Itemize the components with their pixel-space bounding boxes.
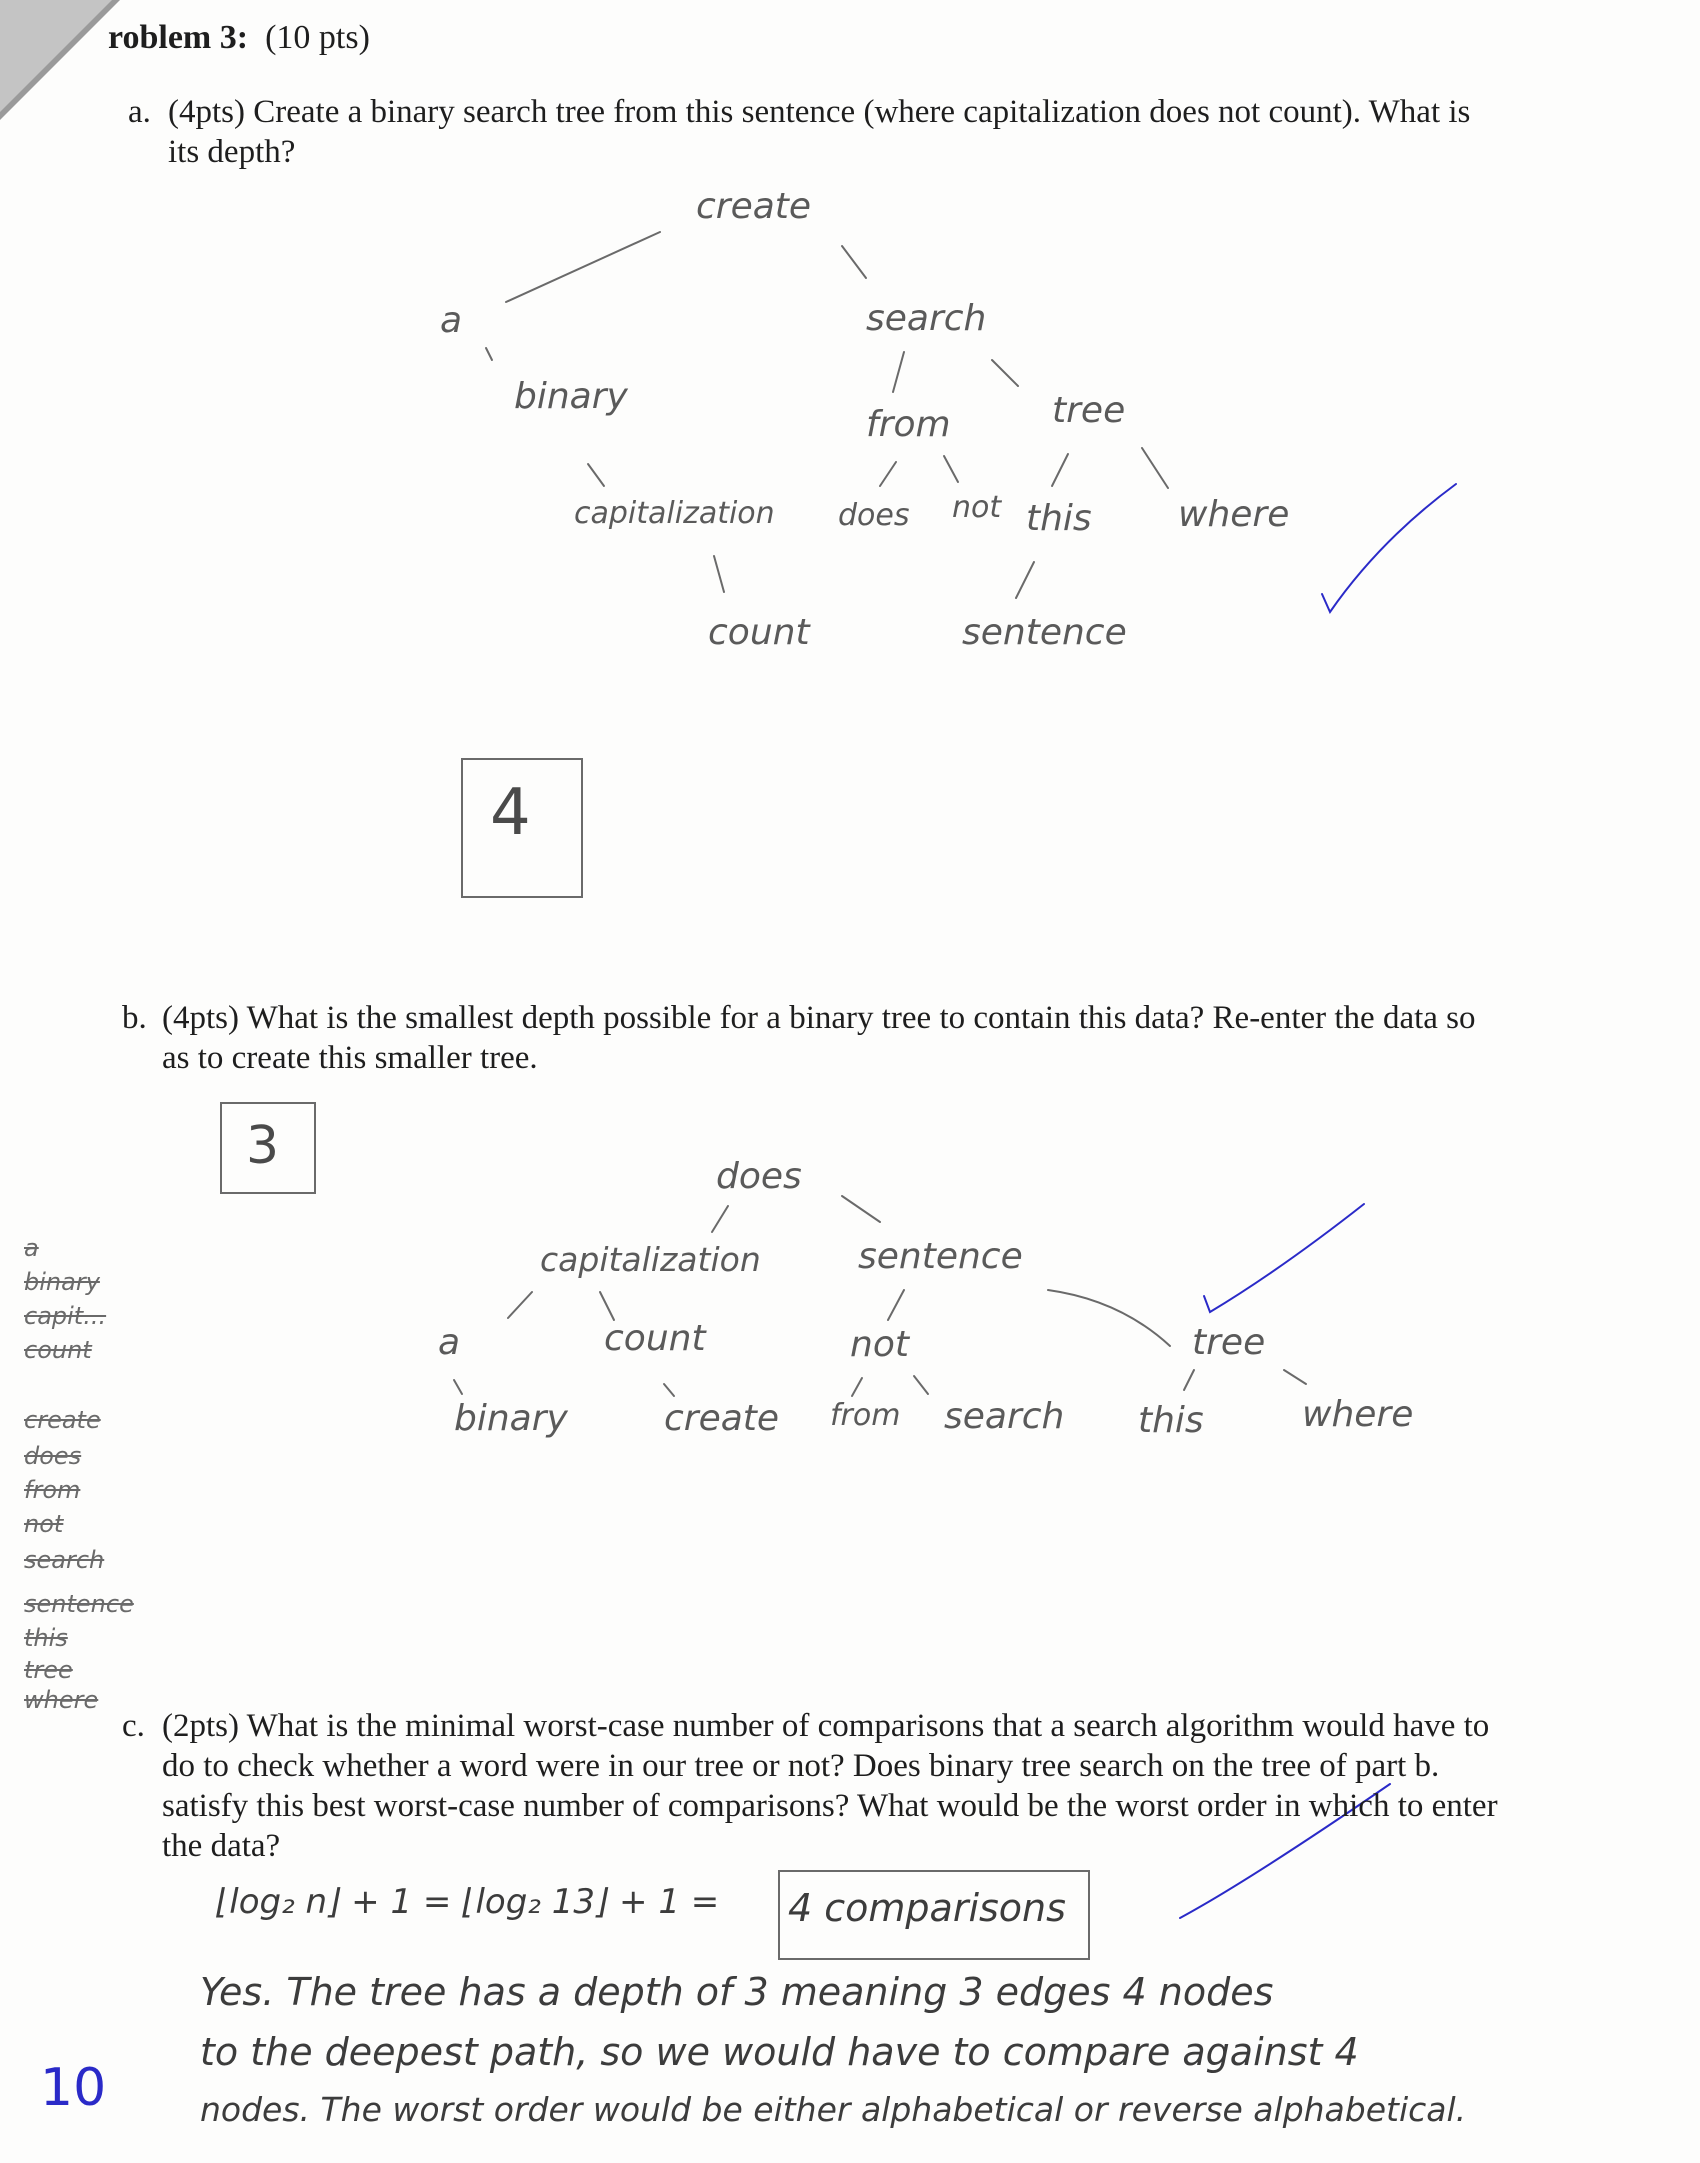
edge-capitalization-count [600,1292,614,1320]
tree-a-node-sentence: sentence [962,612,1127,653]
formula-result: 4 comparisons [788,1886,1066,1930]
edge-sentence-tree [1048,1290,1170,1346]
crossed-word: where [24,1686,99,1714]
edge-tree-this [1052,454,1068,486]
edge-not-search [914,1376,928,1394]
part-c-label: c. [122,1708,145,1744]
tree-b-node-search: search [944,1396,1065,1437]
crossed-word: this [24,1624,68,1652]
edge-count-create [664,1384,674,1396]
tree-b-node-create: create [664,1398,780,1439]
part-b-question [122,998,1502,1078]
tree-b-node-from: from [830,1398,901,1433]
crossed-word: count [24,1336,92,1364]
edge-create-a [506,232,660,302]
grade-score: 10 [40,2058,107,2118]
tree-b-node-this: this [1138,1400,1204,1441]
crossed-word: tree [24,1656,73,1684]
tree-a-node-create: create [696,186,812,227]
tree-b-node-binary: binary [454,1398,568,1439]
edge-search-from [893,352,904,392]
part-c-question [122,1706,1502,1866]
tree-a-node-this: this [1026,498,1092,539]
tree-a-node-a: a [440,300,463,341]
edge-binary-capitalization [588,464,604,486]
crossed-word: from [24,1476,81,1504]
tree-a-node-capitalization: capitalization [574,496,775,531]
edge-search-tree [992,360,1018,386]
part-b-label: b. [122,1000,147,1036]
tree-b-node-count: count [604,1318,706,1359]
edge-does-sentence [842,1196,880,1222]
crossed-word: search [24,1546,105,1574]
edge-this-sentence [1016,562,1034,598]
tree-a-node-where: where [1178,494,1290,535]
edge-from-does [880,462,896,486]
edge-a-binary [486,348,492,360]
tree-b-node-tree: tree [1192,1322,1266,1363]
crossed-word: create [24,1406,101,1434]
edge-create-search [842,246,866,278]
edge-from-not [944,456,958,482]
edge-tree-where [1284,1370,1306,1384]
crossed-word: a [24,1234,39,1262]
tree-b-node-where: where [1302,1394,1414,1435]
edge-capitalization-count [714,556,724,592]
tree-b-node-capitalization: capitalization [540,1240,761,1279]
crossed-word: sentence [24,1590,134,1618]
answer-line-1: Yes. The tree has a depth of 3 meaning 3 edges 4 nodes [200,1970,1274,2014]
tree-b-node-sentence: sentence [858,1236,1023,1277]
formula: ⌊log₂ n⌋ + 1 = ⌊log₂ 13⌋ + 1 = [216,1882,720,1922]
tree-a-node-count: count [708,612,810,653]
answer-line-3: nodes. The worst order would be either alphabetical or reverse alphabetical. [200,2090,1467,2129]
crossed-word: binary [24,1268,100,1296]
part-a-label: a. [128,94,151,130]
problem-points: (10 pts) [265,19,370,56]
tree-b-node-does: does [716,1156,802,1197]
tree-a-node-tree: tree [1052,390,1126,431]
crossed-word: not [24,1510,64,1538]
depth-answer-a: 4 [490,776,531,850]
crossed-word: capit... [24,1302,107,1330]
depth-answer-b: 3 [246,1116,280,1176]
part-c-text: (2pts) What is the minimal worst-case number of comparisons that a search algorithm would have to do to check whether a word were in our tree or not? Does binary tree search on the tree of part b. satisfy this best worst-case number of comparisons? What would be the worst order in which to enter the data? [162,1708,1498,1864]
tree-b-node-a: a [438,1322,461,1363]
checkmark-b [1204,1204,1364,1312]
edge-a-binary [454,1380,462,1394]
edge-tree-where [1142,448,1168,488]
tree-a-node-not: not [952,490,1002,525]
tree-a-node-from: from [866,404,951,445]
edge-capitalization-a [508,1292,532,1318]
tree-b-node-not: not [850,1324,909,1365]
tree-a-node-binary: binary [514,376,628,417]
edge-tree-this [1184,1370,1194,1390]
part-a-text: (4pts) Create a binary search tree from this sentence (where capitalization does not count). What is its depth? [168,94,1471,170]
tree-a-node-search: search [866,298,987,339]
part-b-text: (4pts) What is the smallest depth possible for a binary tree to contain this data? Re-enter the data so as to create this smaller tree. [162,1000,1476,1076]
answer-line-2: to the deepest path, so we would have to compare against 4 [200,2030,1359,2074]
crossed-word: does [24,1442,82,1470]
edge-sentence-not [888,1290,904,1320]
problem-title-label: roblem 3: [108,19,249,56]
tree-a-node-does: does [838,498,910,533]
checkmark-a [1322,484,1456,612]
edge-not-from [852,1378,862,1396]
edge-does-capitalization [712,1206,728,1232]
